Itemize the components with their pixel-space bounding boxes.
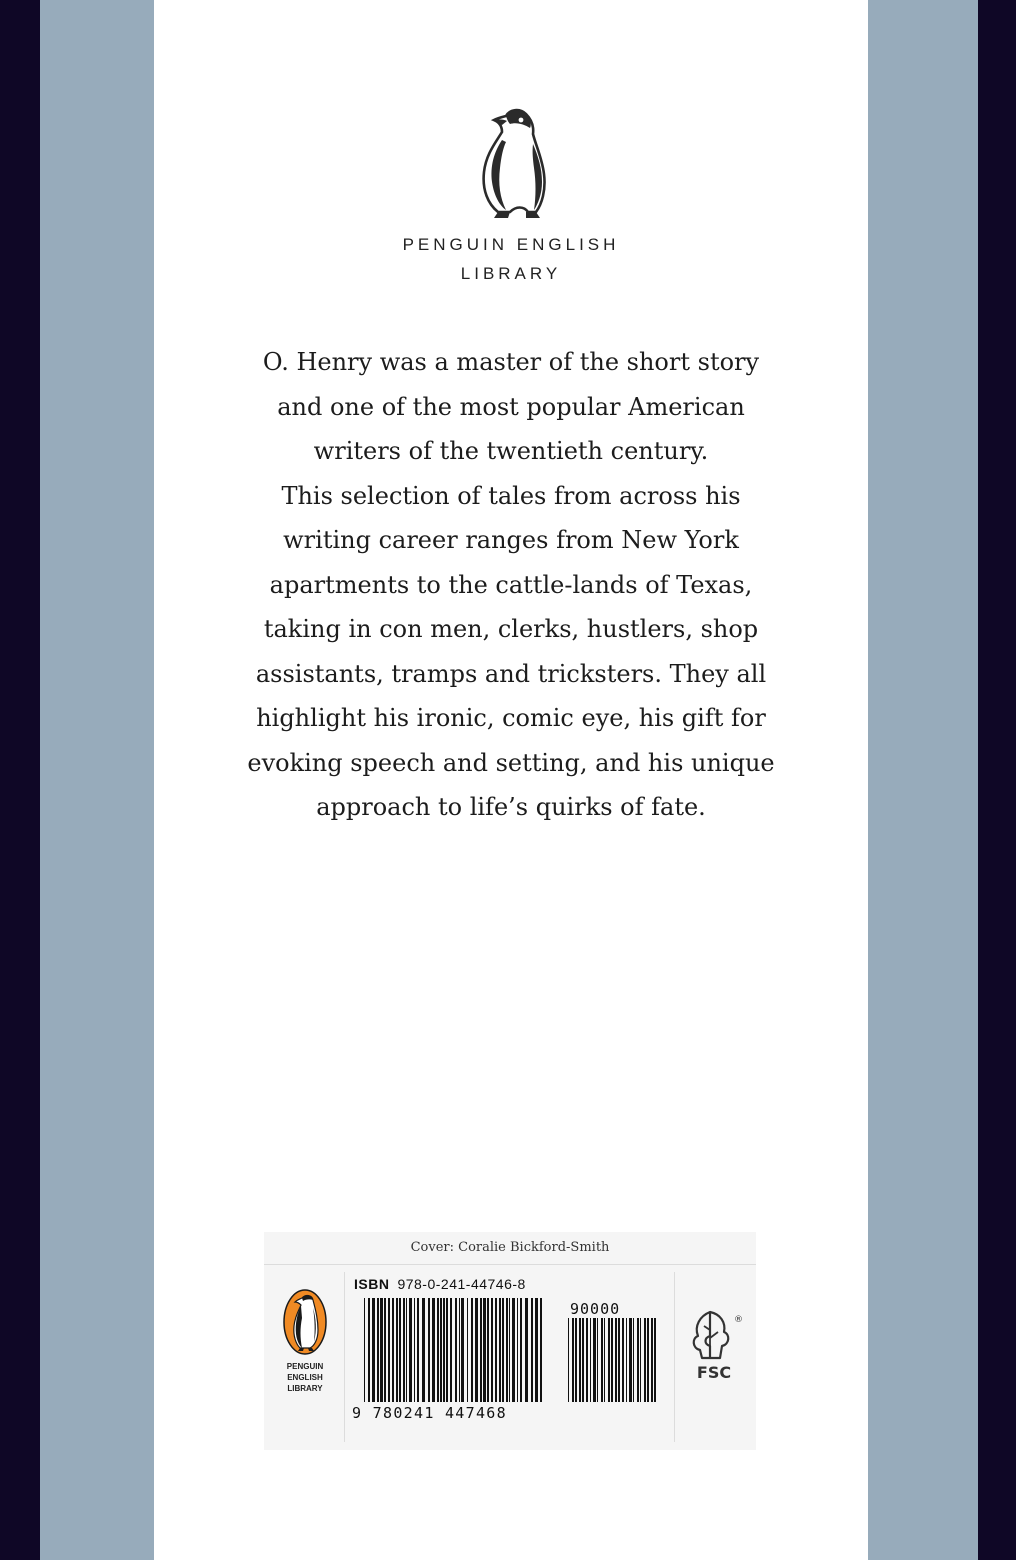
fsc-label: FSC (696, 1363, 732, 1382)
addon-barcode-icon (568, 1318, 658, 1402)
blurb-line: writing career ranges from New York (283, 526, 739, 554)
barcode-bar (535, 1298, 538, 1402)
barcode-bar (437, 1298, 439, 1402)
barcode-bar (459, 1298, 460, 1402)
barcode-bar (579, 1318, 581, 1402)
barcode-bar (392, 1298, 394, 1402)
barcode-bar (487, 1298, 489, 1402)
barcode-bar (450, 1298, 452, 1402)
mini-imprint-line: PENGUIN (286, 1362, 324, 1371)
imprint-line-2: LIBRARY (460, 264, 562, 283)
barcode-bar (499, 1298, 501, 1402)
barcode-bar (446, 1298, 448, 1402)
mini-imprint-line: ENGLISH (287, 1373, 323, 1382)
barcode-bar (601, 1318, 603, 1402)
barcode-bar (502, 1298, 504, 1402)
blurb-line: taking in con men, clerks, hustlers, shop (263, 615, 759, 643)
barcode-bar (406, 1298, 407, 1402)
barcode-bar (409, 1298, 412, 1402)
barcode-bar (491, 1298, 493, 1402)
barcode-bar (608, 1318, 610, 1402)
fsc-mark: ® (734, 1315, 743, 1325)
mini-imprint-line: LIBRARY (287, 1384, 323, 1393)
barcode-bar (626, 1318, 627, 1402)
blurb-line: evoking speech and setting, and his unique (247, 748, 775, 777)
barcode-bar (495, 1298, 497, 1402)
addon-digits: 90000 (570, 1300, 621, 1318)
left-blue-band (40, 0, 154, 1560)
blurb-text (214, 340, 808, 830)
barcode-bar (525, 1298, 528, 1402)
blurb-line: and one of the most popular American (277, 392, 745, 421)
back-cover-panel (154, 0, 868, 1560)
barcode-bar (633, 1318, 634, 1402)
barcode-bar (644, 1318, 646, 1402)
right-blue-band (868, 0, 978, 1560)
barcode-bar (647, 1318, 649, 1402)
barcode-bar (622, 1318, 624, 1402)
barcode-bar (575, 1318, 577, 1402)
barcode-bar (480, 1298, 482, 1402)
right-dark-edge (978, 0, 1016, 1560)
barcode-bar (443, 1298, 445, 1402)
barcode-bar (396, 1298, 398, 1402)
penguin-logo-icon (476, 106, 550, 224)
penguin-orange-logo-icon (282, 1288, 328, 1356)
ean-digits: 9 780241 447468 (352, 1404, 507, 1422)
barcode-bar (582, 1318, 584, 1402)
barcode-bar (597, 1318, 598, 1402)
barcode-bar (428, 1298, 430, 1402)
barcode-bar (506, 1298, 508, 1402)
barcode-bar (586, 1318, 588, 1402)
barcode-panel (264, 1232, 756, 1450)
isbn-label: ISBN (354, 1276, 390, 1292)
barcode-bar (611, 1318, 613, 1402)
barcode-bar (368, 1298, 370, 1402)
blurb-line: This selection of tales from across his (281, 481, 741, 510)
barcode-bar (364, 1298, 365, 1402)
barcode-bar (637, 1318, 639, 1402)
barcode-bar (475, 1298, 478, 1402)
barcode-bar (432, 1298, 435, 1402)
blurb-line: apartments to the cattle-lands of Texas, (269, 570, 753, 599)
barcode-bar (471, 1298, 473, 1402)
barcode-bar (572, 1318, 574, 1402)
barcode-bar (517, 1298, 518, 1402)
fsc-tree-logo-icon (680, 1306, 748, 1388)
barcode-bar (403, 1298, 405, 1402)
barcode-bar (377, 1298, 379, 1402)
blurb-line: approach to life’s quirks of fate. (316, 793, 706, 821)
barcode-bar (380, 1298, 383, 1402)
barcode-bar (654, 1318, 656, 1402)
panel-divider (344, 1272, 345, 1442)
imprint-line-1: PENGUIN ENGLISH (402, 235, 620, 254)
barcode-bar (590, 1318, 591, 1402)
barcode-bar (483, 1298, 486, 1402)
barcode-bar (455, 1298, 457, 1402)
blurb-line: O. Henry was a master of the short story (262, 348, 760, 376)
barcode-bar (512, 1298, 515, 1402)
isbn (354, 1276, 526, 1292)
barcode-bar (593, 1318, 596, 1402)
barcode-bar (568, 1318, 569, 1402)
barcode-bar (604, 1318, 605, 1402)
barcode-bar (540, 1298, 542, 1402)
barcode-bar (384, 1298, 386, 1402)
barcode-bar (440, 1298, 442, 1402)
barcode-bar (422, 1298, 425, 1402)
barcode-bar (651, 1318, 653, 1402)
barcode-bar (520, 1298, 522, 1402)
barcode-bar (615, 1318, 617, 1402)
blurb-line: writers of the twentieth century. (313, 437, 709, 465)
barcode-bar (509, 1298, 510, 1402)
blurb-line: assistants, tramps and tricksters. They all (255, 659, 767, 688)
panel-divider (674, 1272, 675, 1442)
barcode-bar (640, 1318, 641, 1402)
barcode-bar (414, 1298, 415, 1402)
panel-divider (264, 1264, 756, 1265)
barcode-bar (618, 1318, 620, 1402)
isbn-number: 978-0-241-44746-8 (397, 1276, 526, 1292)
barcode-bar (417, 1298, 419, 1402)
barcode-bar (399, 1298, 401, 1402)
barcode-bar (388, 1298, 390, 1402)
barcode-bar (461, 1298, 464, 1402)
blurb-line: highlight his ironic, comic eye, his gift for (256, 704, 766, 732)
cover-credit: Cover: Coralie Bickford-Smith (410, 1240, 610, 1255)
barcode-bar (467, 1298, 468, 1402)
left-dark-edge (0, 0, 40, 1560)
barcode-bar (629, 1318, 632, 1402)
barcode-icon (364, 1298, 544, 1402)
barcode-bar (372, 1298, 375, 1402)
barcode-bar (531, 1298, 533, 1402)
